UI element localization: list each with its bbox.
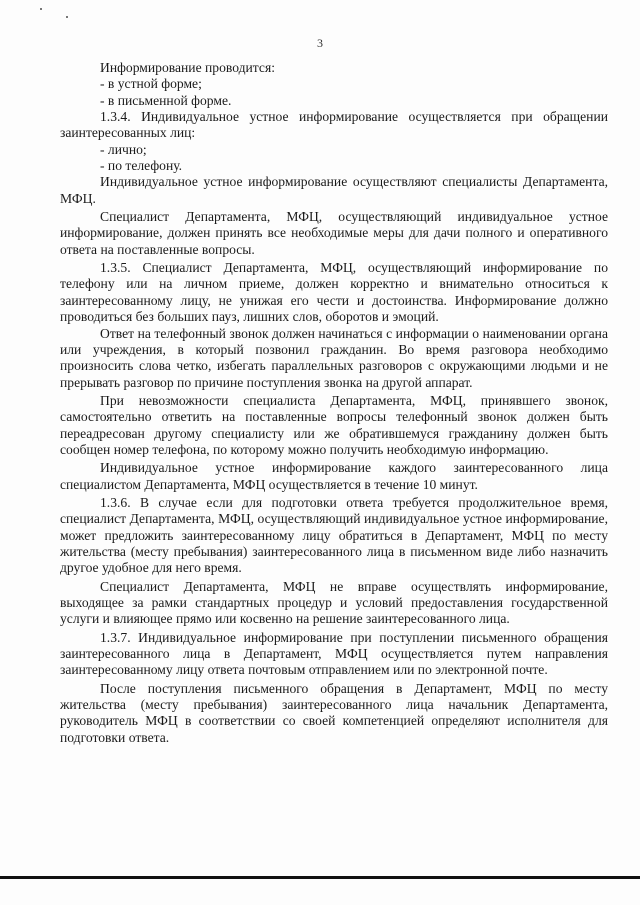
paragraph: Специалист Департамента, МФЦ не вправе осуществлять информирование, выходящее за рамки стандартных процедур и условий предоставления государственной услуги и влияющее прямо или косвенно на решение заинтересованного лица. xyxy=(60,578,608,627)
paragraph: Информирование проводится: xyxy=(100,60,275,75)
scan-speck xyxy=(66,16,68,18)
paragraph: - по телефону. xyxy=(100,158,183,174)
paragraph: Специалист Департамента, МФЦ, осуществляющий индивидуальное устное информирование, должен принять все необходимые меры для дачи полного и оперативного ответа на поставленные вопросы. xyxy=(60,209,608,257)
paragraph: Индивидуальное устное информирование осуществляют специалисты Департамента, МФЦ. xyxy=(60,174,608,206)
paragraph: 1.3.4. Индивидуальное устное информирование осуществляется при обращении заинтересованных лиц: xyxy=(60,109,608,141)
paragraph: После поступления письменного обращения в Департамент, МФЦ по месту жительства (месту пребывания) заинтересованного лица начальник Департамента, руководитель МФЦ в соответствии со своей компетенцией определяют исполнителя для подготовки ответа. xyxy=(60,680,608,745)
paragraph: 1.3.5. Специалист Департамента, МФЦ, осуществляющий информирование по телефону или на личном приеме, должен корректно и внимательно относиться к заинтересованному лицу, не унижая его чести и достоинства. Информирование должно проводиться без больших пауз, лишних слов, оборотов и эмоций. xyxy=(60,260,608,325)
bottom-scan-border xyxy=(0,876,640,879)
paragraph: Ответ на телефонный звонок должен начинаться с информации о наименовании органа или учреждения, в который позвонил гражданин. Во время разговора необходимо произносить слова четко, избегать параллельных разговоров с окружающими людьми и не прерывать разговор по причине поступления звонка на другой аппарат. xyxy=(60,325,608,390)
document-body xyxy=(60,60,608,746)
paragraph: 1.3.7. Индивидуальное информирование при поступлении письменного обращения заинтересованного лица в Департамент, МФЦ осуществляется путем направления заинтересованному лицу ответа почтовым отправлением или по электронной почте. xyxy=(60,629,608,678)
paragraph: Индивидуальное устное информирование каждого заинтересованного лица специалистом Департамента, МФЦ осуществляется в течение 10 минут. xyxy=(60,460,608,492)
paragraph: - в письменной форме. xyxy=(100,92,232,108)
paragraph: 1.3.6. В случае если для подготовки ответа требуется продолжительное время, специалист Департамента, МФЦ, осуществляющий индивидуальное устное информирование, может предложить заинтересованному лицу обратиться в Департамент, МФЦ по месту жительства (месту пребывания) заинтересованного лица в письменном виде либо назначить другое удобное для него время. xyxy=(60,494,608,576)
paragraph: - в устной форме; xyxy=(100,76,202,92)
paragraph: При невозможности специалиста Департамента, МФЦ, принявшего звонок, самостоятельно ответить на поставленные вопросы телефонный звонок должен быть переадресован другому специалисту или же обратившемуся гражданину должен быть сообщен номер телефона, по которому можно получить необходимую информацию. xyxy=(60,392,608,457)
paragraph: - лично; xyxy=(100,141,147,157)
page-number: 3 xyxy=(317,36,323,50)
scan-speck xyxy=(40,8,42,10)
